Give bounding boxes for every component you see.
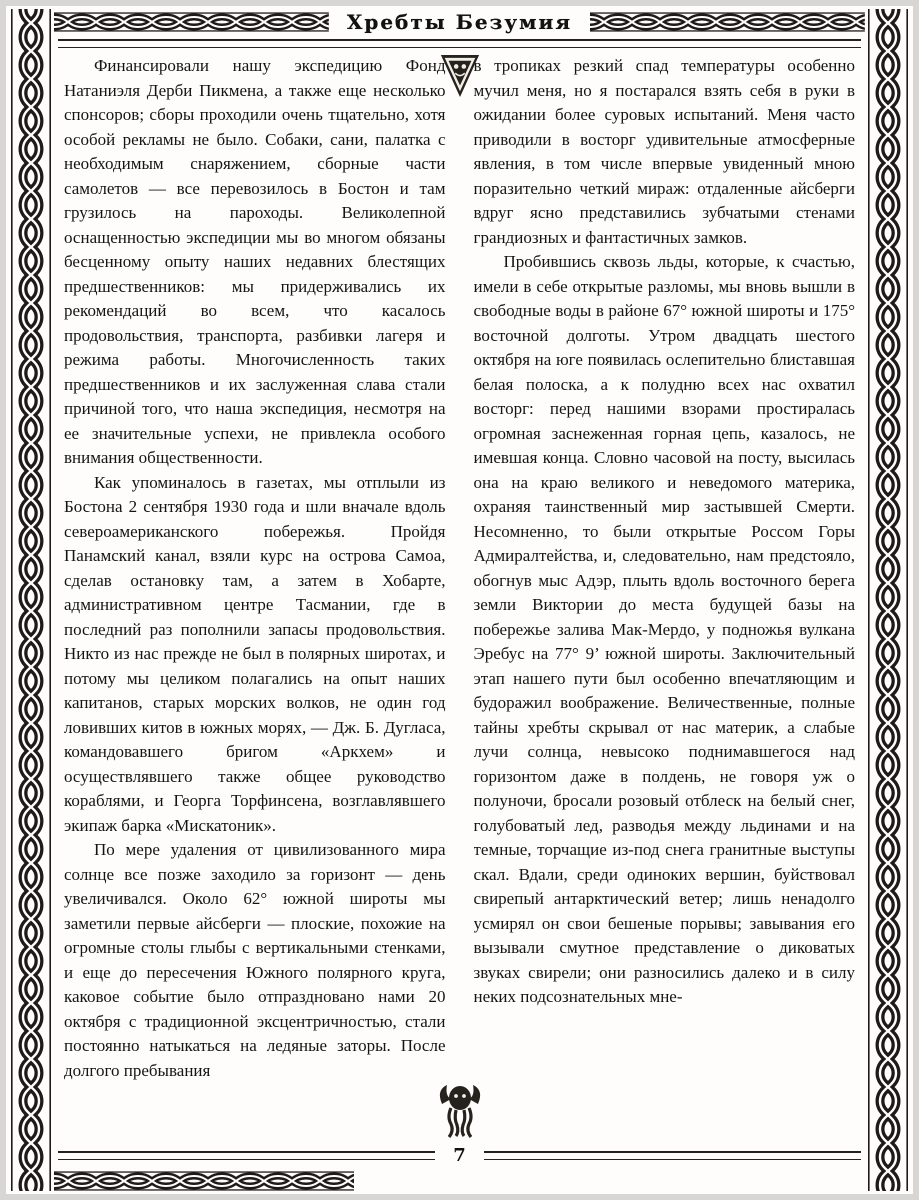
book-page xyxy=(6,6,913,1194)
paragraph-continuation: в тропиках резкий спад температуры особенно мучил меня, но я постарался взять себя в руки в ожидании более суровых испытаний. Меня часто приводили в восторг удивительные атмосферные явления, в том числе впервые увиденный мною поразительно четкий мираж: отдаленные айсберги вдруг ясно представились зубчатыми стенами грандиозных и фантастичных замков. xyxy=(473,56,855,247)
paragraph: Пробившись сквозь льды, которые, к счастью, имели в себе открытые разломы, мы вновь вышли в свободные воды в районе 67° южной широты и 175° восточной долготы. Утром двадцать шестого октября на юге появилась ослепительно блиставшая белая полоска, а к полудню всех нас охватил восторг: перед нашими взорами простиралась огромная заснеженная горная цепь, казалось, не имевшая конца. Словно часовой на посту, высилась она на краю великого и неведомого материка, охраняя таинственный мир застывшей Смерти. Несомненно, то были открытые Россом Горы Адмиралтейства, и, следовательно, нам предстояло, обогнув мыс Адэр, плыть вдоль восточного берега земли Виктории до места будущей базы на побережье залива Мак-Мердо, у подножья вулкана Эребус на 77° 9’ южной широты. Заключительный этап нашего пути был особенно впечатляющим и будоражил воображение. Величественные, полные тайны хребты скрывал от нас материк, а слабые лучи солнца, невысоко поднимавшегося над горизонтом даже в полдень, не говоря уж о полуночи, бросали розовый отблеск на белый снег, голубоватый лед, разводья между льдинами и на темные, торчащие из-под снега гранитные выступы скал. Вдали, среди одиноких вершин, буйствовал свирепый антарктический ветер; лишь ненадолго усмирял он свои бешеные порывы; завывания его вызывали смутное представление о диковатых звуках свирели; они разносились далеко и в силу неких подсознательных мне- xyxy=(473,252,855,1006)
knotwork-border-right-icon xyxy=(867,9,909,1191)
elder-triangle-emblem-icon xyxy=(439,52,481,100)
page-number: 7 xyxy=(453,1144,466,1166)
footer-rule-left xyxy=(58,1151,435,1160)
knotwork-border-left-icon xyxy=(10,9,52,1191)
knotwork-top-left-icon xyxy=(54,12,329,32)
knotwork-bottom-icon xyxy=(54,1171,354,1191)
page-header xyxy=(54,10,865,34)
paragraph: Как упоминалось в газетах, мы отплыли из Бостона 2 сентября 1930 года и шли вначале вдоль североамериканского побережья. Пройдя Панамский канал, взяли курс на острова Самоа, сделав остановку там, а затем в Хобарте, административном центре Тасмании, где в последний раз пополнили запасы продовольствия. Никто из нас прежде не был в полярных широтах, и потому мы целиком полагались на опыт наших капитанов, старых морских волков, не один год ловивших китов в южных морях, — Дж. Б. Дугласа, командовавшего бригом «Аркхем» и осуществлявшего также общее руководство кораблями, и Георга Торфинсена, возглавлявшего экипаж барка «Мискатоник». xyxy=(64,472,446,835)
cthulhu-icon xyxy=(436,1082,484,1140)
text-columns xyxy=(64,54,855,1138)
left-column xyxy=(64,54,446,1138)
paragraph: Финансировали нашу экспедицию Фонд Натаниэля Дерби Пикмена, а также еще несколько спонсоров; сборы проходили очень тщательно, хотя особой рекламы не было. Собаки, сани, палатка с необходимым снаряжением, сборные части самолетов — все перевозилось в Бостон и там грузилось на пароходы. Великолепной оснащенностью экспедиции мы во многом обязаны бесценному опыту наших недавних блестящих предшественников: мы придерживались их рекомендаций во всем, что касалось продовольствия, транспорта, разбивки лагеря и режима работы. Многочисленность таких предшественников и их заслуженная слава стали причиной того, что наша экспедиция, несмотря на ее значительные успехи, не привлекла особого внимания общественности. xyxy=(64,56,446,467)
right-column xyxy=(474,54,856,1138)
knotwork-top-right-icon xyxy=(590,12,865,32)
footer-rule-right xyxy=(484,1151,861,1160)
header-rule xyxy=(58,39,861,48)
paragraph: По мере удаления от цивилизованного мира солнце все позже заходило за горизонт — день увеличивался. Около 62° южной широты мы заметили первые айсберги — плоские, похожие на огромные столы глыбы с вертикальными стенками, и еще до пересечения Южного полярного круга, каковое событие было отпраздновано нами 20 октября с традиционной эксцентричностью, стали постоянно натыкаться на ледяные заторы. После долгого пребывания xyxy=(64,840,446,1080)
page-footer xyxy=(58,1143,861,1167)
book-title: Хребты Безумия xyxy=(346,10,573,34)
